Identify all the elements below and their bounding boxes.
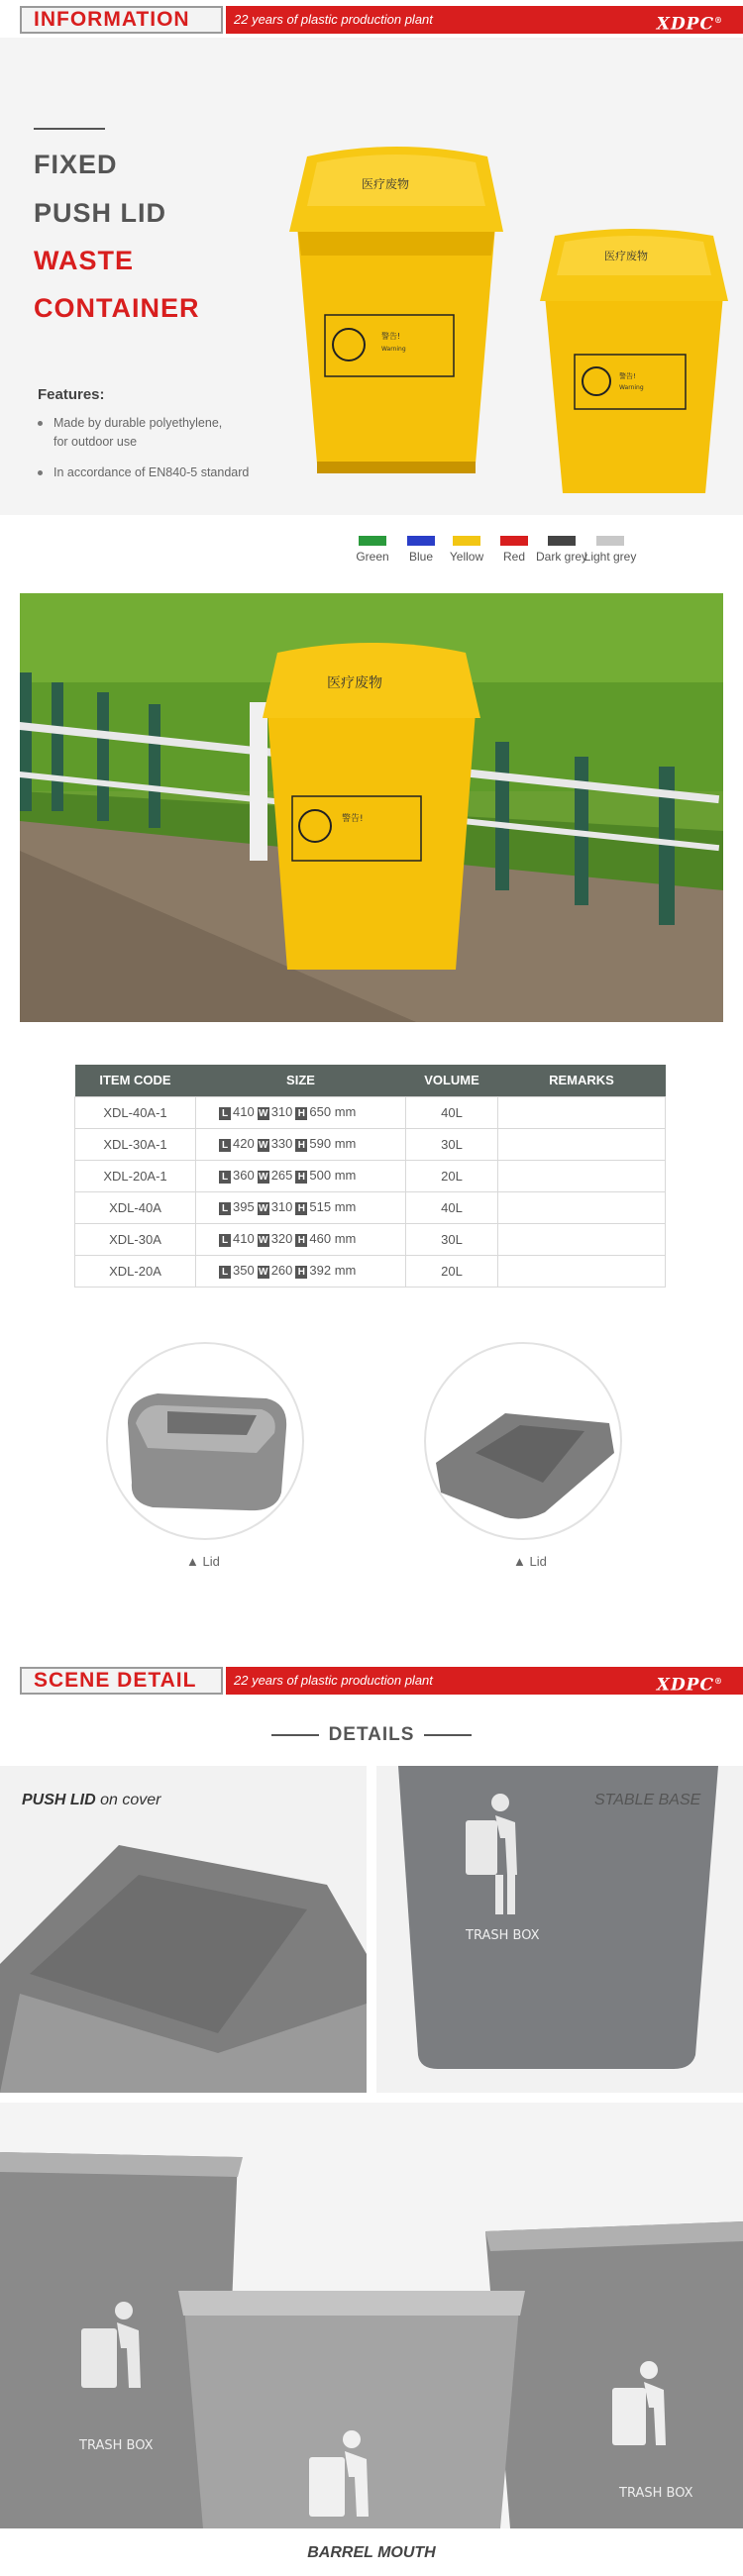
lid-image-1 [106, 1342, 304, 1540]
details-heading: DETAILS [0, 1724, 743, 1746]
remarks-cell [498, 1191, 666, 1223]
banner-title: INFORMATION [34, 8, 190, 31]
table-row [75, 1191, 666, 1223]
barrel-mouth-caption: BARREL MOUTH [307, 2544, 436, 2561]
lid-label-2: ▲ Lid [513, 1554, 547, 1569]
size-cell: L 410 W 310 H 650 mm [196, 1096, 406, 1128]
color-label: Blue [408, 550, 434, 564]
color-swatch-red [500, 536, 528, 546]
stable-base-caption: STABLE BASE [594, 1792, 701, 1808]
lid-label-1: ▲ Lid [186, 1554, 220, 1569]
lid-image-2 [424, 1342, 622, 1540]
title-line-2: PUSH LID [34, 198, 167, 228]
remarks-cell [498, 1160, 666, 1191]
color-swatch-dark-grey [548, 536, 576, 546]
svg-text:医疗废物: 医疗废物 [604, 250, 648, 262]
item-code-cell: XDL-30A [75, 1223, 196, 1255]
push-lid-detail-image [0, 1766, 367, 2093]
title-line-4: CONTAINER [34, 293, 200, 323]
banner-title: SCENE DETAIL [34, 1669, 197, 1692]
volume-cell: 30L [406, 1128, 498, 1160]
color-label: Dark grey [535, 550, 587, 564]
table-row [75, 1096, 666, 1128]
col-size: SIZE [196, 1065, 406, 1096]
svg-text:TRASH BOX: TRASH BOX [466, 1928, 540, 1943]
product-image [277, 137, 733, 513]
title-line-1: FIXED [34, 150, 118, 179]
svg-text:TRASH BOX: TRASH BOX [79, 2438, 154, 2453]
volume-cell: 20L [406, 1255, 498, 1287]
color-label: Light grey [584, 550, 637, 564]
remarks-cell [498, 1223, 666, 1255]
svg-text:Warning: Warning [619, 384, 644, 391]
size-cell: L 350 W 260 H 392 mm [196, 1255, 406, 1287]
svg-text:医疗废物: 医疗废物 [362, 177, 410, 191]
table-row [75, 1128, 666, 1160]
information-banner [0, 0, 743, 38]
svg-text:警告!: 警告! [342, 814, 364, 824]
volume-cell: 30L [406, 1223, 498, 1255]
col-item-code: ITEM CODE [75, 1065, 196, 1096]
remarks-cell [498, 1128, 666, 1160]
color-label: Yellow [449, 550, 484, 564]
item-code-cell: XDL-40A [75, 1191, 196, 1223]
item-code-cell: XDL-30A-1 [75, 1128, 196, 1160]
color-swatch-green [359, 536, 386, 546]
feature-item: Made by durable polyethylene, for outdoor use [40, 414, 222, 452]
feature-item: In accordance of EN840-5 standard [40, 464, 249, 482]
title-line-3: WASTE [34, 246, 135, 275]
push-lid-caption: PUSH LID on cover [22, 1792, 161, 1808]
table-row [75, 1255, 666, 1287]
size-cell: L 395 W 310 H 515 mm [196, 1191, 406, 1223]
scene-detail-banner [0, 1661, 743, 1699]
outdoor-photo [20, 593, 723, 1022]
brand-logo: XDPC® [656, 1675, 723, 1696]
svg-text:警告!: 警告! [381, 332, 401, 341]
col-volume: VOLUME [406, 1065, 498, 1096]
item-code-cell: XDL-20A-1 [75, 1160, 196, 1191]
brand-logo: XDPC® [656, 14, 723, 35]
remarks-cell [498, 1096, 666, 1128]
svg-text:TRASH BOX: TRASH BOX [619, 2486, 693, 2501]
size-cell: L 420 W 330 H 590 mm [196, 1128, 406, 1160]
color-swatch-blue [407, 536, 435, 546]
size-cell: L 360 W 265 H 500 mm [196, 1160, 406, 1191]
banner-tagline: 22 years of plastic production plant [234, 1673, 433, 1688]
barrel-mouth-detail-image [0, 2103, 743, 2528]
svg-text:医疗废物: 医疗废物 [327, 675, 382, 691]
banner-tagline: 22 years of plastic production plant [234, 12, 433, 27]
color-swatch-light-grey [596, 536, 624, 546]
color-label: Red [502, 550, 525, 564]
col-remarks: REMARKS [498, 1065, 666, 1096]
table-row [75, 1223, 666, 1255]
volume-cell: 40L [406, 1096, 498, 1128]
table-row [75, 1160, 666, 1191]
remarks-cell [498, 1255, 666, 1287]
stable-base-detail-image [376, 1766, 743, 2093]
hero-section [0, 38, 743, 564]
item-code-cell: XDL-20A [75, 1255, 196, 1287]
spec-table [74, 1065, 666, 1288]
volume-cell: 20L [406, 1160, 498, 1191]
size-cell: L 410 W 320 H 460 mm [196, 1223, 406, 1255]
color-label: Green [356, 550, 389, 564]
svg-text:警告!: 警告! [619, 372, 636, 380]
color-swatch-yellow [453, 536, 480, 546]
features-heading: Features: [38, 386, 105, 403]
svg-text:Warning: Warning [381, 346, 406, 353]
item-code-cell: XDL-40A-1 [75, 1096, 196, 1128]
spec-section [20, 1022, 723, 1616]
volume-cell: 40L [406, 1191, 498, 1223]
